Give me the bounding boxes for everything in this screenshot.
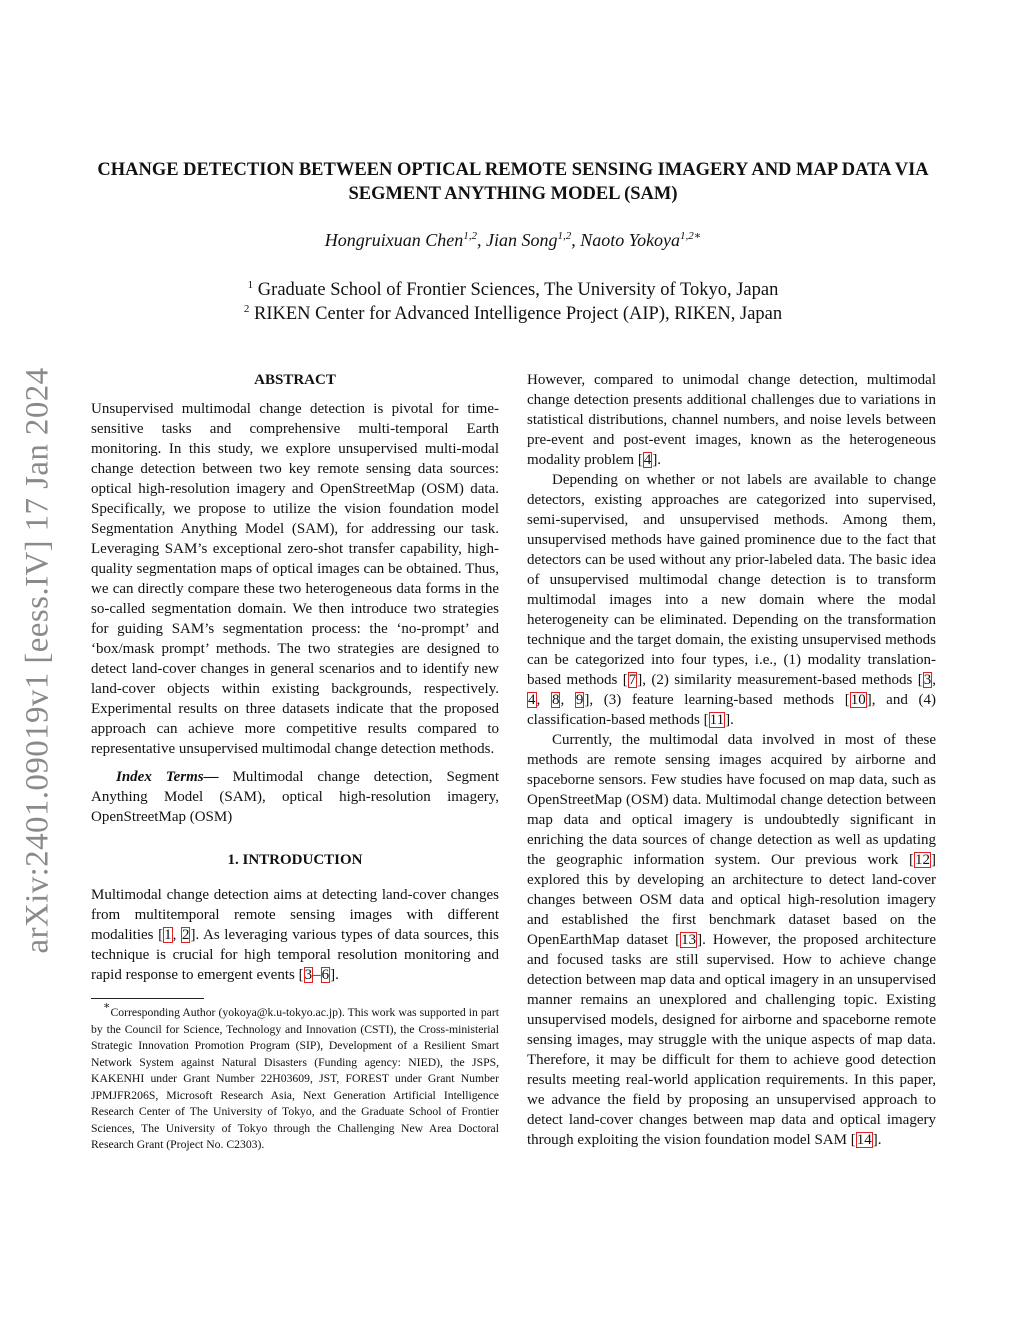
citation-link[interactable]: 3 bbox=[304, 967, 313, 983]
abstract-text: Unsupervised multimodal change detection is pivotal for time-sensitive tasks and comprehensive multi-temporal Earth monitoring. In this study, we explore unsupervised multi-modal change detection between two key remote sensing data sources: optical high-resolution imagery and OpenStreetMap (OSM) data. Specifically, we propose to utilize the vision foundation model Segmentation Anything Model (SAM), for addressing our task. Leveraging SAM’s exceptional zero-shot transfer capability, high-quality segmentation maps of optical images can be obtained. Thus, we can directly compare these two heterogeneous data forms in the so-called segmentation domain. We then introduce two strategies for guiding SAM’s segmentation process: the ‘no-prompt’ and ‘box/mask prompt’ methods. The two strategies are designed to detect land-cover changes in general scenarios and to identify new land-cover objects within existing backgrounds, respectively. Experimental results on three datasets indicate that the proposed approach can achieve more competitive results compared to representative unsupervised multimodal change detection methods. bbox=[91, 401, 499, 757]
index-terms-label: Index Terms— bbox=[116, 769, 219, 785]
citation-link[interactable]: 7 bbox=[628, 672, 637, 688]
author-affil-sup: 1,2 bbox=[557, 230, 572, 242]
index-terms-text: Multimodal change detection, Segment Anything Model (SAM), optical high-resolution imagery, OpenStreetMap (OSM) bbox=[91, 769, 499, 825]
citation-link[interactable]: 10 bbox=[850, 692, 866, 708]
arxiv-stamp bbox=[8, 360, 68, 960]
footnote-mark: ∗ bbox=[103, 1000, 111, 1012]
affiliation-text: Graduate School of Frontier Sciences, The University of Tokyo, Japan bbox=[257, 280, 779, 300]
text-run: ]. However, the proposed architecture and focused tasks are still supervised. How to achieve change detection between map data and optical imagery in an unsupervised manner remains an unexplored and challenging topic. Existing unsupervised models, designed for airborne and spaceborne remote sensing images, may struggle with the unique aspects of map data. Therefore, it may be difficult for them to achieve good detection results meeting real-world application requirements. In this paper, we advance the field by proposing an unsupervised approach to detect land-cover changes between map data and optical imagery through exploiting the vision foundation model SAM [ bbox=[527, 932, 937, 1148]
text-run: , bbox=[560, 692, 575, 708]
left-column bbox=[91, 370, 499, 1154]
text-run: , bbox=[172, 927, 181, 943]
citation-link[interactable]: 13 bbox=[681, 932, 697, 948]
text-run: ]. bbox=[330, 967, 339, 983]
author-affil-sup: 1,2 bbox=[463, 230, 477, 242]
author-list: Hongruixuan Chen$^{1,2}$, Jian Song$^{1,2}$, Naoto Yokoya$^{1,2∗}$ bbox=[324, 230, 702, 250]
text-run: ], (2) similarity measurement-based methods [ bbox=[637, 672, 923, 688]
citation-link[interactable]: 6 bbox=[321, 967, 330, 983]
citation-link[interactable]: 8 bbox=[551, 692, 560, 708]
text-run: ]. bbox=[872, 1132, 882, 1148]
citation-link[interactable]: 4 bbox=[643, 452, 652, 468]
introduction-heading: 1. INTRODUCTION bbox=[227, 852, 363, 868]
text-run: ] explored this by developing an architecture to detect land-cover changes between OSM data and optical high-resolution imagery and established the first benchmark dataset based on the OpenEarthMap dataset [ bbox=[527, 852, 936, 948]
citation-link[interactable]: 2 bbox=[181, 927, 190, 943]
citation-link[interactable]: 1 bbox=[164, 927, 172, 943]
text-run: ]. bbox=[725, 712, 734, 728]
text-run: , bbox=[932, 672, 937, 688]
text-run: ]. bbox=[652, 452, 662, 468]
citation-link[interactable]: 3 bbox=[923, 672, 932, 688]
author-name: Hongruixuan Chen bbox=[324, 230, 464, 250]
paper-title: CHANGE DETECTION BETWEEN OPTICAL REMOTE SENSING IMAGERY AND MAP DATA VIA SEGMENT ANYTHING MODEL (SAM) bbox=[97, 160, 929, 204]
abstract-heading: ABSTRACT bbox=[254, 372, 336, 388]
text-run: ]. As leveraging various types of data sources, this technique is crucial for high temporal resolution monitoring and rapid response to emergent events [ bbox=[91, 927, 499, 983]
affiliation-line bbox=[90, 302, 936, 326]
footnote-text: Corresponding Author (yokoya@k.u-tokyo.ac.jp). This work was supported in part by the Council for Science, Technology and Innovation (CSTI), the Cross-ministerial Strategic Innovation Promotion Program (SIP), Development of a Resilient Smart Network System against Natural Disasters (Funding agency: NIED), the JSPS, KAKENHI under Grant Number 22H03609, JST, FOREST under Grant Number JPMJFR206S, Microsoft Research Asia, Next Generation Artificial Intelligence Research Center of The University of Tokyo, and the Graduate School of Frontier Sciences, The University of Tokyo through the Challenging New Area Doctoral Research Grant (Project No. C2303). bbox=[91, 1006, 499, 1151]
affiliation-number: 2 bbox=[243, 303, 250, 315]
index-terms bbox=[91, 767, 499, 827]
citation-link[interactable]: 4 bbox=[528, 692, 536, 708]
affiliation-list bbox=[90, 278, 936, 326]
citation-link[interactable]: 12 bbox=[915, 852, 930, 868]
citation-link[interactable]: 14 bbox=[856, 1132, 872, 1148]
right-column bbox=[527, 370, 936, 1150]
author-affil-sup: 1,2∗ bbox=[680, 230, 702, 242]
text-run: Depending on whether or not labels are available to change detectors, existing approaches are categorized into supervised, semi-supervised, and unsupervised methods. Among them, unsupervised methods have gained prominence due to the fact that detectors can be used without any prior-labeled data. The basic idea of unsupervised multimodal change detection is to transform multimodal images into a new domain where the modal heterogeneity can be eliminated. Depending on the transformation technique and the target domain, the existing unsupervised methods can be categorized into four types, i.e., (1) modality translation-based methods [ bbox=[527, 472, 936, 688]
affiliation-text: RIKEN Center for Advanced Intelligence Project (AIP), RIKEN, Japan bbox=[254, 304, 783, 324]
affiliation-line bbox=[90, 278, 936, 302]
arxiv-identifier: arXiv:2401.09019v1 [eess.IV] 17 Jan 2024 bbox=[19, 366, 56, 954]
footnote-divider bbox=[91, 998, 204, 999]
intro-paragraph-3 bbox=[527, 470, 936, 730]
citation-link[interactable]: 9 bbox=[575, 692, 584, 708]
author-name: Jian Song bbox=[485, 230, 558, 250]
affiliation-number: 1 bbox=[247, 279, 254, 291]
author-name: Naoto Yokoya bbox=[580, 230, 681, 250]
citation-link[interactable]: 11 bbox=[709, 712, 725, 728]
text-run: However, compared to unimodal change detection, multimodal change detection presents additional challenges due to variations in statistical distributions, channel numbers, and noise levels between pre-event and post-event images, known as the heterogeneous modality problem [ bbox=[527, 372, 936, 468]
text-run: ], (3) feature learning-based methods [ bbox=[584, 692, 850, 708]
intro-paragraph-2 bbox=[527, 370, 936, 470]
text-run: , bbox=[536, 692, 551, 708]
text-run: ], and (4) classification-based methods [ bbox=[527, 692, 936, 728]
text-run: Multimodal change detection aims at detecting land-cover changes from multitemporal remote sensing images with different modalities [ bbox=[91, 887, 499, 943]
text-run: – bbox=[313, 967, 321, 983]
footnote bbox=[91, 1000, 499, 1154]
text-run: Currently, the multimodal data involved in most of these methods are remote sensing images acquired by airborne and spaceborne sensors. Few studies have focused on map data, such as OpenStreetMap (OSM) data. Multimodal change detection between map data and optical imagery is undoubtedly significant in enriching the data sources of change detection as well as updating the geographic information system. Our previous work [ bbox=[527, 732, 936, 868]
intro-paragraph-1 bbox=[91, 885, 499, 985]
intro-paragraph-4 bbox=[527, 730, 936, 1150]
